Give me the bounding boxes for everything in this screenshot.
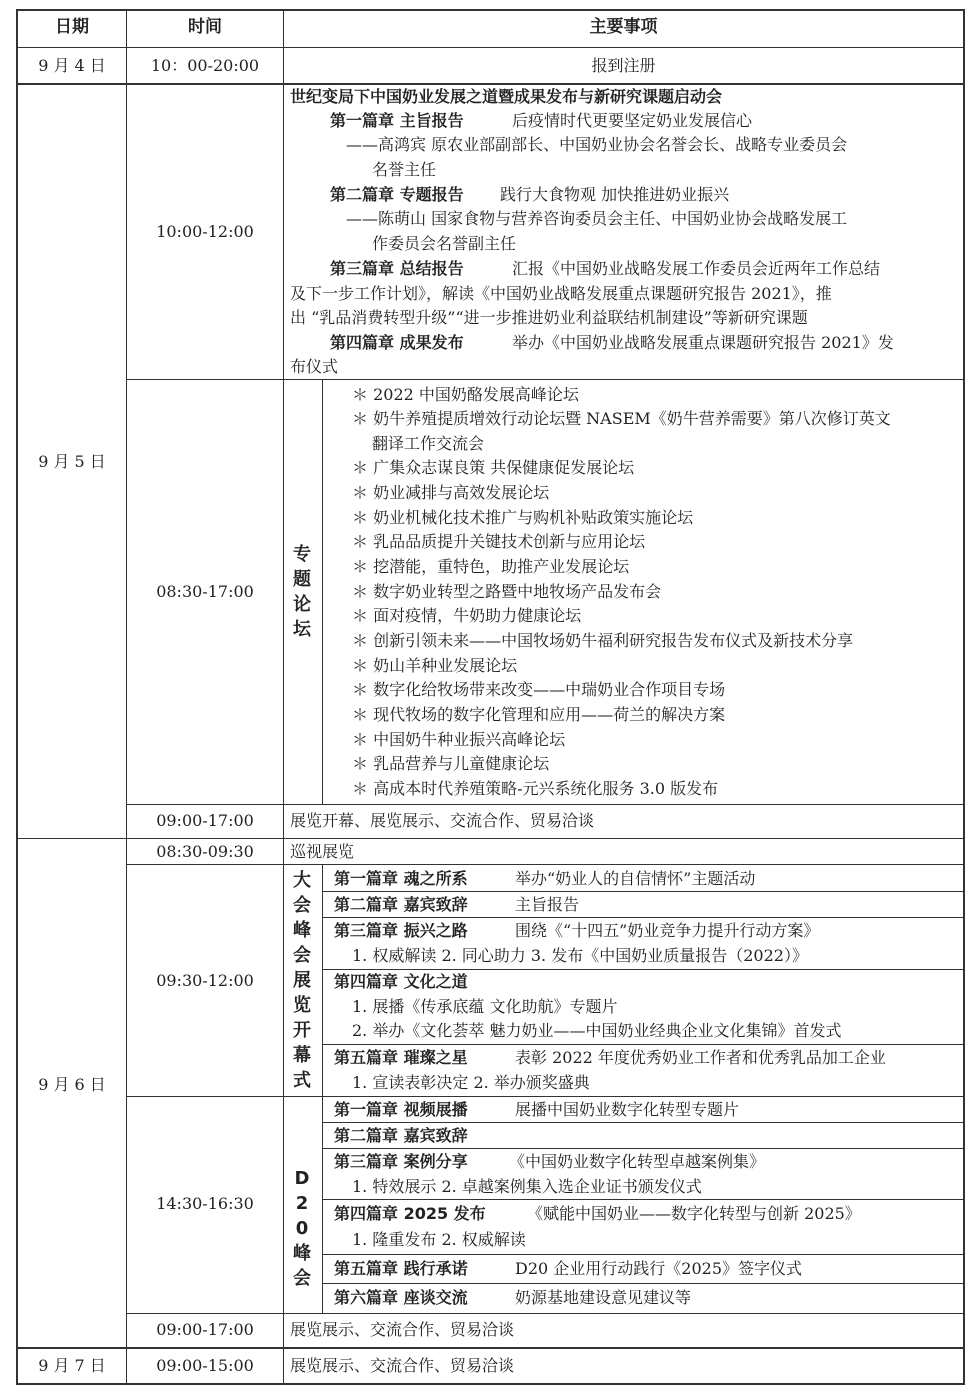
forum-item: ＊ 乳品营养与儿童健康论坛 [352,754,550,773]
d20-ch2-head: 第二篇章 嘉宾致辞 [334,1126,468,1145]
row-divider [16,47,965,48]
forum-item: ＊ 挖潜能，重特色，助推产业发展论坛 [352,557,630,576]
summit-ch3-sub: 1. 权威解读 2. 同心助力 3. 发布《中国奶业质量报告（2022）》 [352,946,808,965]
item-registration: 报到注册 [591,56,656,75]
d20-divider [322,1148,965,1149]
d20-divider [322,1199,965,1200]
summit-ch2-head: 第二篇章 嘉宾致辞 [334,895,468,914]
d20-ch5-head: 第五篇章 践行承诺 [334,1259,468,1278]
forum-item: ＊ 奶牛养殖提质增效行动论坛暨 NASEM《奶牛营养需要》第八次修订英文 [352,409,891,428]
summit-label: 大会峰会展览开幕式 [293,870,311,1091]
table-border-top [16,9,965,11]
morning-ch4-line1: 举办《中国奶业战略发展重点课题研究报告 2021》发 [512,333,894,352]
morning-ch2-text: 践行大食物观 加快推进奶业振兴 [500,185,730,204]
header-time: 时间 [188,17,222,37]
d20-ch4-head: 第四篇章 2025 发布 [334,1204,486,1223]
d20-label: D20峰会 [293,1168,311,1289]
row-divider [126,864,965,865]
forum-item: ＊ 奶业机械化技术推广与购机补贴政策实施论坛 [352,508,694,527]
sep6-expo-text: 展览展示、交流合作、贸易洽谈 [290,1320,515,1339]
d20-divider [322,1283,965,1284]
forum-item: ＊ 乳品品质提升关键技术创新与应用论坛 [352,532,646,551]
forum-item: ＊ 奶山羊种业发展论坛 [352,656,518,675]
morning-title: 世纪变局下中国奶业发展之道暨成果发布与新研究课题启动会 [290,87,723,106]
time-sep6-expo: 09:00-17:00 [156,1320,254,1339]
forum-item: ＊ 面对疫情，牛奶助力健康论坛 [352,606,582,625]
summit-ch5-head: 第五篇章 璀璨之星 [334,1048,468,1067]
forum-item: ＊ 广集众志谋良策 共保健康促发展论坛 [352,458,635,477]
d20-ch6-text: 奶源基地建设意见建议等 [515,1288,692,1307]
header-date: 日期 [55,17,89,37]
sep6-tour-text: 巡视展览 [290,842,355,861]
time-sep4: 10：00-20:00 [150,56,260,75]
forum-item: ＊ 高成本时代养殖策略-元兴系统化服务 3.0 版发布 [352,779,719,798]
time-sep6-tour: 08:30-09:30 [156,842,254,861]
sep5-expo-text: 展览开幕、展览展示、交流合作、贸易洽谈 [290,811,595,830]
row-divider [126,804,965,805]
d20-divider [322,1254,965,1255]
sep7-text: 展览展示、交流合作、贸易洽谈 [290,1356,515,1375]
table-border-left [16,9,18,1385]
time-sep6-d20: 14:30-16:30 [156,1194,254,1213]
summit-ch4-head: 第四篇章 文化之道 [334,972,468,991]
d20-ch4-text: 《赋能中国奶业——数字化转型与创新 2025》 [527,1204,861,1223]
d20-label-divider [322,1096,323,1313]
date-sep4: 9 月 4 日 [38,56,106,75]
summit-ch5-text: 表彰 2022 年度优秀奶业工作者和优秀乳品加工企业 [515,1048,886,1067]
summit-ch4-sub1: 1. 展播《传承底蕴 文化助航》专题片 [352,997,618,1016]
summit-ch3-head: 第三篇章 振兴之路 [334,921,468,940]
summit-ch4-sub2: 2. 举办《文化荟萃 魅力奶业——中国奶业经典企业文化集锦》首发式 [352,1021,842,1040]
row-divider [126,379,965,380]
summit-divider [322,917,965,918]
forum-item: ＊ 2022 中国奶酪发展高峰论坛 [352,385,579,404]
morning-ch2-speaker-cont: 作委员会名誉副主任 [372,234,517,253]
summit-divider [322,969,965,970]
morning-ch3-line2: 及下一步工作计划》，解读《中国奶业战略发展重点课题研究报告 2021》，推 [290,284,832,303]
forum-item: ＊ 现代牧场的数字化管理和应用——荷兰的解决方案 [352,705,726,724]
table-border-bottom [16,1383,965,1385]
col-divider [126,9,127,1385]
morning-ch3-line1: 汇报《中国奶业战略发展工作委员会近两年工作总结 [512,259,881,278]
forum-item: 翻译工作交流会 [372,434,485,453]
row-divider [16,1347,965,1349]
summit-ch1-text: 举办“奶业人的自信情怀”主题活动 [515,869,756,888]
summit-divider [322,1044,965,1045]
d20-ch6-head: 第六篇章 座谈交流 [334,1288,468,1307]
d20-ch4-sub: 1. 隆重发布 2. 权威解读 [352,1230,526,1249]
summit-ch5-sub: 1. 宣读表彰决定 2. 举办颁奖盛典 [352,1073,590,1092]
forum-item: ＊ 创新引领未来——中国牧场奶牛福利研究报告发布仪式及新技术分享 [352,631,854,650]
row-divider [16,838,965,839]
row-divider [126,1096,965,1097]
forum-item: ＊ 奶业减排与高效发展论坛 [352,483,550,502]
summit-ch3-text: 围绕《“十四五”奶业竞争力提升行动方案》 [515,921,820,940]
morning-ch1-text: 后疫情时代更要坚定奶业发展信心 [512,111,753,130]
summit-label-divider [322,864,323,1096]
summit-ch2-text: 主旨报告 [515,895,580,914]
time-sep5-forum: 08:30-17:00 [156,582,254,601]
time-sep5-expo: 09:00-17:00 [156,811,254,830]
date-sep7: 9 月 7 日 [38,1356,106,1375]
morning-ch4-line2: 布仪式 [290,357,339,376]
row-divider [126,1313,965,1314]
d20-ch3-head: 第三篇章 案例分享 [334,1152,468,1171]
morning-ch2-head: 第二篇章 专题报告 [330,185,464,204]
date-sep6: 9 月 6 日 [38,1075,106,1094]
summit-divider [322,891,965,892]
d20-divider [322,1122,965,1123]
header-matters: 主要事项 [589,17,658,37]
time-sep7: 09:00-15:00 [156,1356,254,1375]
morning-ch3-head: 第三篇章 总结报告 [330,259,464,278]
col-divider [283,9,284,1385]
morning-ch2-speaker: ——陈萌山 国家食物与营养咨询委员会主任、中国奶业协会战略发展工 [346,209,848,228]
forum-item: ＊ 数字奶业转型之路暨中地牧场产品发布会 [352,582,662,601]
morning-ch1-speaker: ——高鸿宾 原农业部副部长、中国奶业协会名誉会长、战略专业委员会 [346,135,848,154]
forum-item: ＊ 数字化给牧场带来改变——中瑞奶业合作项目专场 [352,680,726,699]
forum-item: ＊ 中国奶牛种业振兴高峰论坛 [352,730,566,749]
morning-ch3-line3: 出 “乳品消费转型升级”“进一步推进奶业利益联结机制建设”等新研究课题 [290,308,808,327]
d20-ch5-text: D20 企业用行动践行《2025》签字仪式 [515,1259,802,1278]
morning-ch4-head: 第四篇章 成果发布 [330,333,464,352]
forum-label: 专题论坛 [293,544,311,640]
d20-ch1-text: 展播中国奶业数字化转型专题片 [515,1100,740,1119]
d20-ch1-head: 第一篇章 视频展播 [334,1100,468,1119]
forum-label-divider [322,380,323,804]
row-divider [16,83,965,85]
summit-ch1-head: 第一篇章 魂之所系 [334,869,468,888]
time-sep5-morning: 10:00-12:00 [156,222,254,241]
table-border-right [963,9,965,1385]
morning-ch1-speaker-cont: 名誉主任 [372,160,437,179]
time-sep6-summit: 09:30-12:00 [156,971,254,990]
morning-ch1-head: 第一篇章 主旨报告 [330,111,464,130]
date-sep5: 9 月 5 日 [38,452,106,471]
d20-ch3-sub: 1. 特效展示 2. 卓越案例集入选企业证书颁发仪式 [352,1177,702,1196]
d20-ch3-text: 《中国奶业数字化转型卓越案例集》 [509,1152,766,1171]
